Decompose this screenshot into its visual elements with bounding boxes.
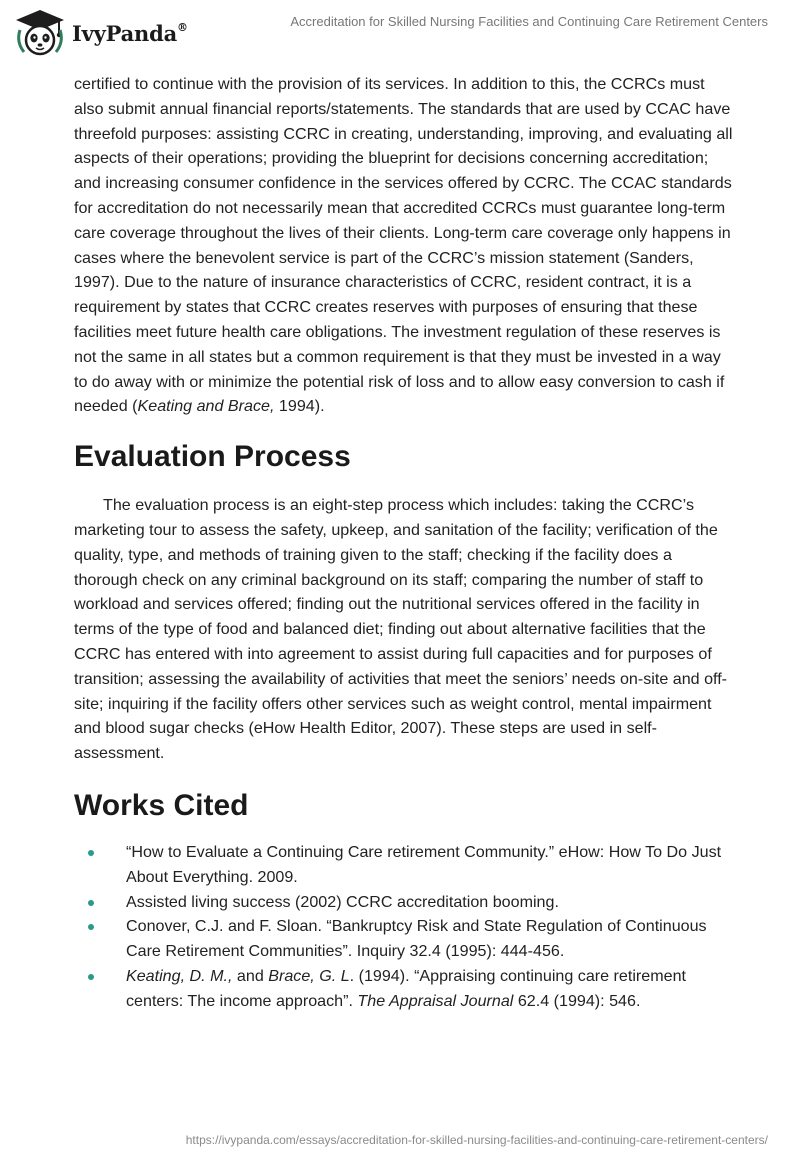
document-title: Accreditation for Skilled Nursing Facilities and Continuing Care Retirement Centers <box>290 14 768 29</box>
essay-content <box>74 72 734 1014</box>
bullet-icon <box>88 974 94 980</box>
body-paragraph: certified to continue with the provision of its services. In addition to this, the CCRCs must also submit annual financial reports/statements. The standards that are used by CCAC have threefold purposes: assisting CCRC in creating, understanding, improving, and evaluating all aspects of their operations; providing the blueprint for decisions concerning accreditation; and increasing consumer confidence in the services offered by CCRC. The CCAC standards for accreditation do not necessarily mean that accredited CCRCs must guarantee long-term care coverage throughout the lives of their clients. Long-term care coverage only happens in cases where the benevolent service is part of the CCRC’s mission statement (Sanders, 1997). Due to the nature of insurance characteristics of CCRC, resident contract, it is a requirement by states that CCRC creates reserves with purposes of ensuring that these facilities meet future health care obligations. The investment regulation of these reserves is not the same in all states but a common requirement is that they must be invested in a way to do away with or minimize the potential risk of loss and to allow easy conversion to cash if needed (Keating and Brace, 1994). <box>74 75 733 416</box>
citation-item: Keating, D. M., and Brace, G. L. (1994). “Appraising continuing care retirement centers: The income approach”. The Appraisal Journal 62.4 (1994): 546. <box>74 964 734 1014</box>
works-cited-list <box>74 840 734 1014</box>
section-heading-evaluation: Evaluation Process <box>74 440 351 474</box>
ivypanda-logo[interactable] <box>14 8 188 58</box>
brand-name: IvyPanda® <box>72 20 188 46</box>
bullet-icon <box>88 850 94 856</box>
citation-item: Conover, C.J. and F. Sloan. “Bankruptcy Risk and State Regulation of Continuous Care Retirement Communities”. Inquiry 32.4 (1995): 444-456. <box>74 914 734 964</box>
bullet-icon <box>88 924 94 930</box>
page-header <box>0 0 800 70</box>
source-url[interactable]: https://ivypanda.com/essays/accreditation-for-skilled-nursing-facilities-and-continuing-care-retirement-centers/ <box>185 1133 768 1147</box>
citation-item: “How to Evaluate a Continuing Care retirement Community.” eHow: How To Do Just About Everything. 2009. <box>74 840 734 890</box>
evaluation-paragraph: The evaluation process is an eight-step process which includes: taking the CCRC’s marketing tour to assess the safety, upkeep, and sanitation of the facility; verification of the quality, type, and methods of training given to the staff; checking if the facility does a thorough check on any criminal background on its staff; comparing the number of staff to workload and services offered; finding out the nutritional services offered in the facility in terms of the type of food and balanced diet; finding out about alternative facilities that the CCRC has entered with into agreement to assist during full capacities and for purposes of transition; assessing the availability of activities that meet the seniors’ needs on-site and off-site; inquiring if the facility offers other services such as weight control, mental impairment and blood sugar checks (eHow Health Editor, 2007). These steps are used in self-assessment. <box>74 496 728 763</box>
bullet-icon <box>88 900 94 906</box>
citation-item: Assisted living success (2002) CCRC accreditation booming. <box>74 890 734 915</box>
inline-citation: Keating and Brace, <box>137 397 275 416</box>
panda-graduation-cap-icon <box>14 8 66 58</box>
section-heading-works-cited: Works Cited <box>74 788 249 822</box>
